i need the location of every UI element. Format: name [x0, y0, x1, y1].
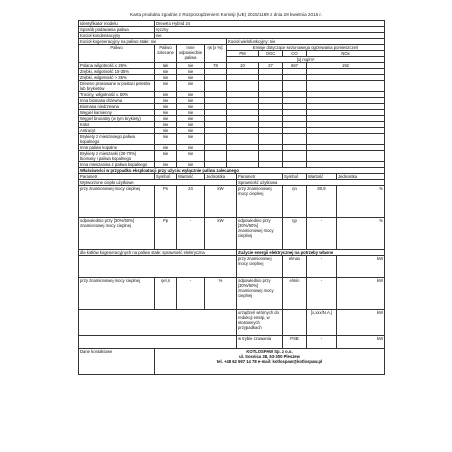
aux-spacer-4 [79, 336, 237, 349]
props-section-title: Właściwości w przypadku eksploatacji przy użyciu wyłącznie paliwa zalecanego [79, 168, 385, 174]
fuel-preferred: nie [155, 75, 177, 81]
fuel-row [79, 81, 385, 92]
fuel-preferred: nie [155, 92, 177, 98]
fuel-name: Brykiety z mieszanego paliwa kopalnego [79, 134, 155, 145]
fuel-name: Drewno prasowane w postaci peletów lub brykietów [79, 81, 155, 92]
company-name: KOTLOSPAW Sp. z o.o. [246, 349, 293, 354]
heat-title: Wytworzone ciepło użytkowe [79, 180, 237, 186]
fuel-name: Zrębki, wilgotność > 35% [79, 75, 155, 81]
aux-spacer-3 [79, 310, 237, 336]
fuel-other: nie [177, 122, 205, 128]
a3-unit: kW [337, 310, 385, 336]
fuel-preferred: nie [155, 128, 177, 134]
h-unit-1: Jednostka [205, 174, 237, 180]
fuel-pm: 10 [227, 63, 259, 69]
fuel-other: nie [177, 104, 205, 110]
fuel-preferred: nie [155, 110, 177, 116]
a3-symbol [283, 310, 307, 336]
fuel-pm [227, 134, 259, 145]
fuel-preferred: nie [155, 69, 177, 75]
fuel-other: nie [177, 69, 205, 75]
aux-title: Zużycie energii elektrycznej na potrzeby własne [237, 250, 385, 256]
fuel-name: Węgiel kamienny [79, 110, 155, 116]
model-label: Identyfikator modelu [79, 21, 155, 27]
fuel-ogc [259, 81, 283, 92]
p2-value: - [177, 218, 205, 250]
c1-symbol: ηel,n [155, 278, 177, 310]
preferred-header: Paliwo zalecane [155, 45, 177, 63]
p1-unit: kW [205, 186, 237, 218]
fuel-preferred: nie [155, 162, 177, 168]
fuel-other: nie [177, 151, 205, 162]
e1-value: 80,9 [307, 186, 337, 218]
fuel-other: nie [177, 128, 205, 134]
fuel-ns: 78 [205, 63, 227, 69]
fuel-name: Inna mieszanina z paliwa kopalnego [79, 162, 155, 168]
e2-value: - [307, 218, 337, 250]
h-symbol-1: Symbol [155, 174, 177, 180]
fuel-ns [205, 134, 227, 145]
aux-row-3 [79, 310, 385, 336]
a1-value: - [307, 256, 337, 278]
cogen-value: nie [150, 39, 157, 44]
fuel-nox [307, 134, 385, 145]
fuel-preferred: nie [155, 122, 177, 128]
fuel-name: Inna biomasa drzewna [79, 98, 155, 104]
a1-label: przy znamionowej mocy cieplnej [237, 256, 283, 278]
company-phone: tel. +48 62 597 14 78 e-mail: kotlospaw@kotlospaw.pl [216, 359, 323, 364]
aux-row-4 [79, 336, 385, 349]
h-param-1: Parametr [79, 174, 155, 180]
p1-label: przy znamionowej mocy cieplnej [79, 186, 155, 218]
multi-label: Kocioł wielofunkcyjny: [228, 39, 269, 44]
a3-value: [x,xxx/N.A.] [307, 310, 337, 336]
fuel-co [283, 81, 307, 92]
fuel-header: Paliwo [79, 45, 155, 63]
fuel-other: nie [177, 92, 205, 98]
fuel-other: nie [177, 162, 205, 168]
fuel-preferred: tak [155, 63, 177, 69]
fuel-nox: 192 [307, 63, 385, 69]
p2-label: odpowiednio przy [30%/50%] znamionowej mocy cieplnej [79, 218, 155, 250]
a2-label: odpowiednio przy [30%/50%] znamionowej mocy cieplnej [237, 278, 283, 310]
fuel-preferred: nie [155, 151, 177, 162]
fuel-name: Węgiel brunatny (w tym brykiety) [79, 116, 155, 122]
contact-label: Dane kontaktowe [79, 349, 155, 375]
fuel-nox [307, 151, 385, 162]
cogen-label: Kocioł kogeneracyjny na paliwo stałe: [80, 39, 150, 44]
condensing-label: Kocioł kondensacyjny [79, 33, 155, 39]
e1-symbol: ηn [283, 186, 307, 218]
fuel-preferred: nie [155, 98, 177, 104]
fuel-other: nie [177, 63, 205, 69]
ogc-header: OGC [259, 51, 283, 57]
p2-unit: kW [205, 218, 237, 250]
fuel-co [283, 134, 307, 145]
product-fiche-table [78, 20, 385, 375]
fuel-name: Biomasa niedrzewna [79, 104, 155, 110]
nox-header: NOx [307, 51, 385, 57]
fuel-name: Polana wilgotność ≤ 25% [79, 63, 155, 69]
fuel-pm [227, 81, 259, 92]
fuel-ogc [259, 134, 283, 145]
eff-title: Sprawność użytkowa [237, 180, 385, 186]
e2-label: odpowiednio przy [30%/50%] znamionowej mocy cieplnej [237, 218, 283, 250]
pm-header: PM [227, 51, 259, 57]
aux-row-1 [79, 256, 385, 278]
page-title: Karta produktu zgodnie z Rozporządzeniem Komisji (UE) 2015/1189 z dnia 28 kwietnia 2015 r. [130, 12, 322, 17]
fuel-co: 667 [283, 63, 307, 69]
fuel-name: Trociny, wilgotność ≤ 50% [79, 92, 155, 98]
fuel-other: nie [177, 81, 205, 92]
other-fuel-header: Inne odpowiednie paliwa [177, 45, 205, 63]
a2-unit: kW [337, 278, 385, 310]
a3-label: urządzeń wtórnych do redukcji emisji, w stosownych przypadkach [237, 310, 283, 336]
fuel-name: Koks [79, 122, 155, 128]
h-unit-2: Jednostka [337, 174, 385, 180]
emissions-header: Emisje dotyczące sezonowego ogrzewania pomieszczeń [227, 45, 385, 51]
h-value-1: Wartość [177, 174, 205, 180]
a2-symbol: elmin [283, 278, 307, 310]
fuel-preferred: nie [155, 81, 177, 92]
fuel-co [283, 151, 307, 162]
fuel-preferred: nie [155, 104, 177, 110]
a4-unit: kW [337, 336, 385, 349]
h-symbol-2: Symbol [283, 174, 307, 180]
h-value-2: Wartość [307, 174, 337, 180]
fuel-other: nie [177, 134, 205, 145]
fuel-other: nie [177, 145, 205, 151]
contact-row [79, 349, 385, 375]
fuel-row [79, 151, 385, 162]
h-param-2: Parametr [237, 174, 283, 180]
company-address: ul. Sosnica 38, 63-300 Pleszew [239, 354, 300, 359]
fuel-name: Inne paliwo kopalne [79, 145, 155, 151]
fuel-preferred: nie [155, 116, 177, 122]
fuel-name: Antracyt [79, 128, 155, 134]
a4-value: - [307, 336, 337, 349]
fuel-name: Zrębki, wilgotność 15-35% [79, 69, 155, 75]
fuel-ns [205, 151, 227, 162]
fuel-pm [227, 151, 259, 162]
c1-value: - [177, 278, 205, 310]
fuel-other: nie [177, 75, 205, 81]
contact-details [155, 349, 385, 375]
feed-value: ręczny [155, 27, 385, 33]
aux-row-2 [79, 278, 385, 310]
e2-unit: % [337, 218, 385, 250]
feed-label: Sposób podawania paliwa [79, 27, 155, 33]
a1-symbol: elmax [283, 256, 307, 278]
a4-symbol: PSB [283, 336, 307, 349]
partial-row [79, 218, 385, 250]
fuel-preferred: nie [155, 145, 177, 151]
fuel-other: nie [177, 116, 205, 122]
co-header: CO [283, 51, 307, 57]
fuel-name: Brykiety z mieszanki (30-70%) biomasy i paliwa kopalnego [79, 151, 155, 162]
c1-label: przy znamionowej mocy cieplnej [79, 278, 155, 310]
p1-value: 24 [177, 186, 205, 218]
emissions-unit: [x] mg/m³ [227, 57, 385, 63]
multi-value: nie [269, 39, 276, 44]
fuel-nox [307, 81, 385, 92]
rated-row [79, 186, 385, 218]
aux-spacer-1 [79, 256, 237, 278]
condensing-value: nie [155, 33, 385, 39]
cogen-eff-title: dla kotłów kogeneracyjnych na paliwo stałe: sprawność elektryczna [79, 250, 237, 256]
a2-value: - [307, 278, 337, 310]
fuel-other: nie [177, 98, 205, 104]
fuel-preferred: nie [155, 134, 177, 145]
c1-unit: % [205, 278, 237, 310]
fuel-ns [205, 81, 227, 92]
e2-symbol: ηp [283, 218, 307, 250]
fuel-ogc [259, 151, 283, 162]
e1-label: przy znamionowej mocy cieplnej [237, 186, 283, 218]
fuel-rows [79, 63, 385, 168]
fuel-ogc: 27 [259, 63, 283, 69]
p1-symbol: Pn [155, 186, 177, 218]
p2-symbol: Pp [155, 218, 177, 250]
a1-unit: kW [337, 256, 385, 278]
fuel-row [79, 134, 385, 145]
ns-header: ηs [x %]: [205, 45, 227, 63]
e1-unit: % [337, 186, 385, 218]
a4-label: w trybie czuwania [237, 336, 283, 349]
model-value: DrewKo Hybrid 24 [155, 21, 385, 27]
fuel-other: nie [177, 110, 205, 116]
